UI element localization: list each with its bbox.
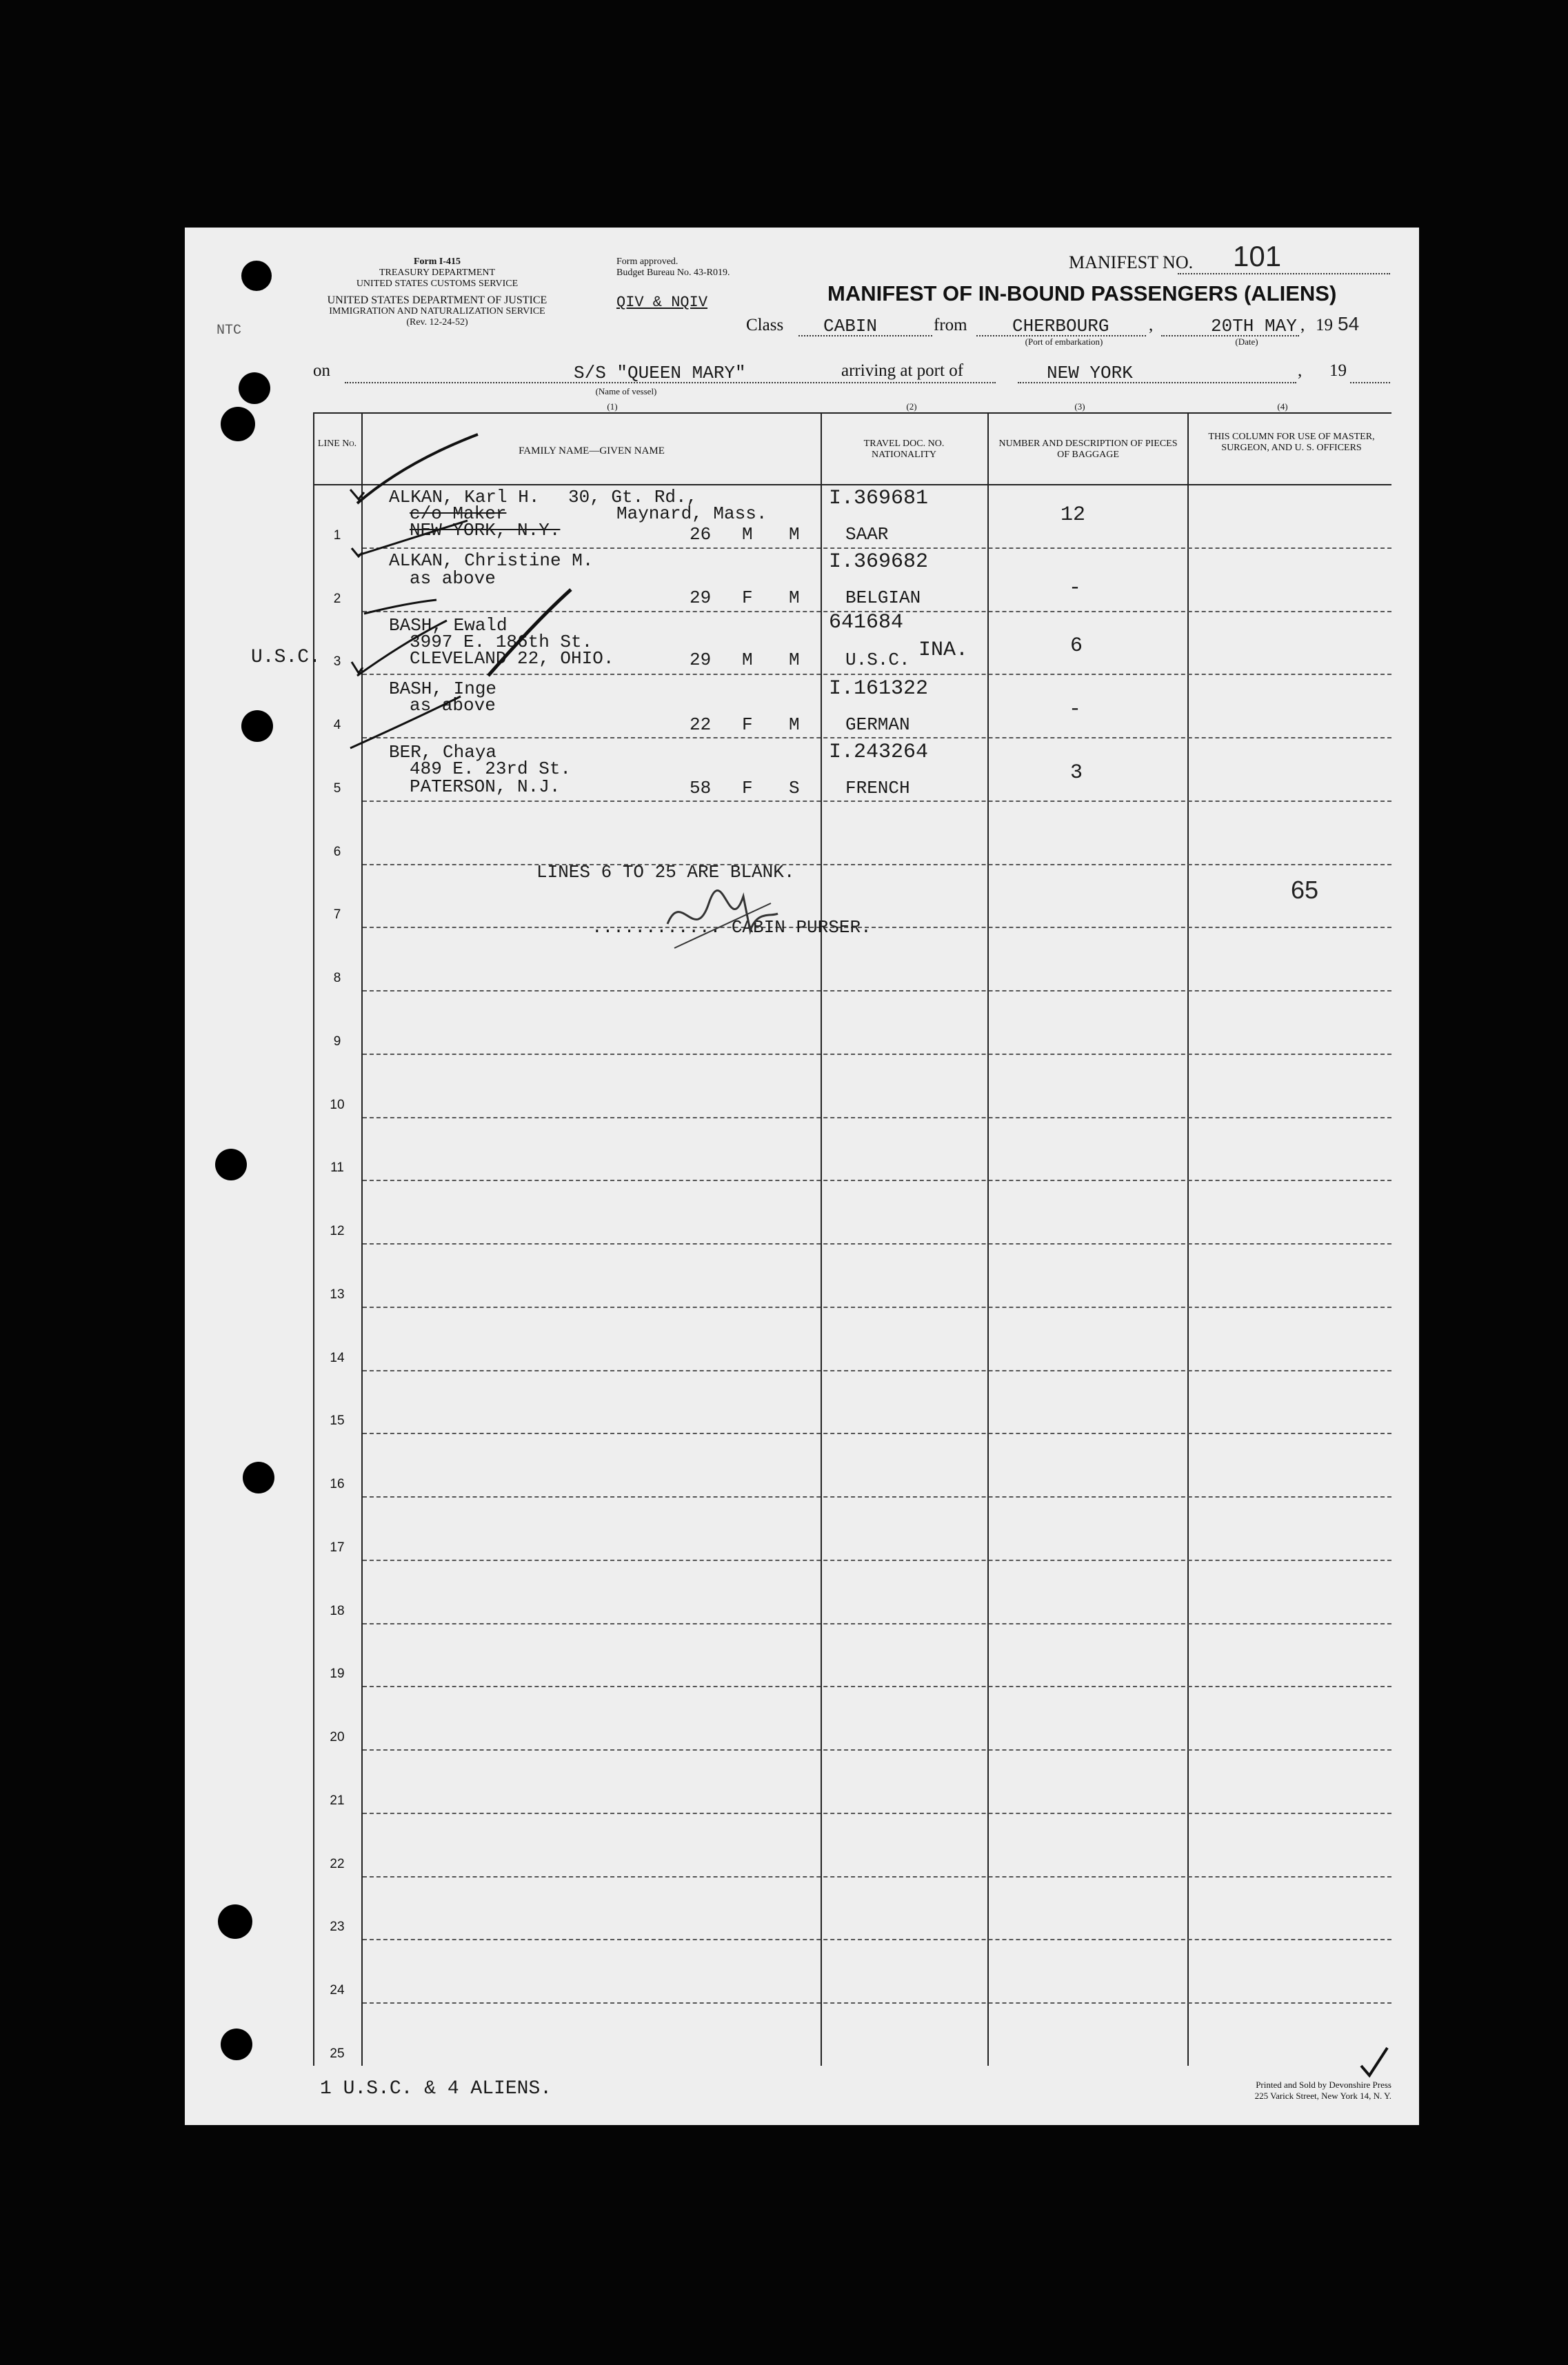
col-header-baggage: NUMBER AND DESCRIPTION OF PIECES OF BAGGAGE (998, 439, 1178, 460)
check-marks (309, 434, 654, 793)
comma-sep: , (1149, 316, 1154, 334)
date-caption: (Date) (1235, 336, 1258, 347)
row-rule (363, 2002, 1391, 2004)
entry-1-nationality: SAAR (845, 524, 889, 545)
line-number: 14 (330, 1350, 345, 1365)
entry-5-addr2: PATERSON, N.J. (410, 776, 561, 797)
entry-3-addr1: 3997 E. 186th St. (410, 632, 593, 652)
row-rule (363, 1560, 1391, 1561)
entry-3-sex: M (742, 650, 753, 670)
entry-1-doc: I.369681 (829, 487, 929, 510)
purser-signature (654, 883, 792, 958)
year-suffix: 54 (1338, 313, 1360, 334)
on-label: on (313, 361, 330, 380)
col-divider-doc (821, 412, 822, 2066)
footer-summary: 1 U.S.C. & 4 ALIENS. (320, 2078, 552, 2100)
entry-2-age: 29 (690, 587, 712, 608)
col-header-line-no: LINE No. (317, 439, 357, 449)
line-number: 23 (330, 1920, 345, 1935)
manifest-page (185, 228, 1419, 2125)
quota-stamp: QIV & NQIV (616, 294, 708, 311)
entry-1-marital: M (789, 524, 800, 545)
year2-line (1350, 382, 1390, 383)
comma-sep-2: , (1300, 316, 1305, 334)
line-number: 16 (330, 1477, 345, 1492)
manifest-no-label: MANIFEST NO. (1069, 252, 1194, 272)
entry-5-baggage: 3 (1070, 761, 1083, 785)
row-rule (363, 1813, 1391, 1814)
line-number: 5 (333, 781, 341, 796)
entry-2-addr1: as above (410, 568, 496, 589)
entry-5-marital: S (789, 778, 800, 798)
printer-line-1: Printed and Sold by Devonshire Press (1256, 2080, 1391, 2090)
line-number: 13 (330, 1287, 345, 1302)
side-mark: NTC (217, 323, 242, 339)
line-number: 24 (330, 1983, 345, 1998)
form-approved: Form approved. (616, 256, 679, 267)
punch-hole (218, 1904, 252, 1939)
entry-4-baggage: - (1069, 698, 1082, 721)
entry-3-nationality: U.S.C. (845, 650, 910, 670)
entry-3-marital: M (789, 650, 800, 670)
col-header-name: FAMILY NAME—GIVEN NAME (519, 445, 665, 456)
row-rule (363, 1876, 1391, 1878)
row-rule (363, 1623, 1391, 1624)
line-number: 3 (333, 654, 341, 670)
entry-1-sex: M (742, 524, 753, 545)
manifest-no-line (1178, 273, 1390, 274)
line-number: 22 (330, 1856, 345, 1871)
row-rule (363, 1433, 1391, 1434)
punch-hole (241, 710, 273, 742)
manifest-title: MANIFEST OF IN-BOUND PASSENGERS (ALIENS) (827, 281, 1337, 305)
entry-1-addr-alt2: Maynard, Mass. (616, 503, 767, 524)
row-rule (363, 1054, 1391, 1055)
entry-2-name: ALKAN, Christine M. (389, 550, 594, 571)
line-number: 7 (333, 907, 341, 923)
line-number: 4 (333, 718, 341, 733)
port-embark-caption: (Port of embarkation) (1025, 336, 1103, 347)
row-rule (363, 1686, 1391, 1687)
printer-line-2: 225 Varick Street, New York 14, N. Y. (1254, 2091, 1391, 2101)
entry-5-age: 58 (690, 778, 712, 798)
entry-2-sex: F (742, 587, 753, 608)
line-number: 19 (330, 1667, 345, 1682)
vessel-value: S/S "QUEEN MARY" (574, 363, 746, 383)
class-label: Class (746, 316, 784, 334)
dept-justice: UNITED STATES DEPARTMENT OF JUSTICE (327, 294, 547, 306)
entry-5-name: BER, Chaya (389, 742, 497, 763)
line-number: 18 (330, 1603, 345, 1618)
entry-5-doc: I.243264 (829, 741, 929, 764)
entry-1-addr-alt1: 30, Gt. Rd., (568, 487, 698, 507)
line-number: 20 (330, 1730, 345, 1745)
entry-4-addr1: as above (410, 695, 496, 716)
entry-4-sex: F (742, 714, 753, 735)
entry-4-doc: I.161322 (829, 677, 929, 701)
entry-1-name: ALKAN, Karl H. (389, 487, 540, 507)
punch-hole (241, 261, 272, 291)
punch-hole (215, 1149, 247, 1180)
row-rule (363, 1496, 1391, 1498)
row-rule (363, 801, 1391, 802)
punch-hole (239, 372, 270, 404)
col-num-3: (3) (1074, 401, 1085, 412)
dept-customs: UNITED STATES CUSTOMS SERVICE (356, 279, 519, 289)
dept-ins: IMMIGRATION AND NATURALIZATION SERVICE (329, 306, 545, 316)
line-number: 2 (333, 591, 341, 606)
year-prefix: 19 (1316, 316, 1333, 334)
row-rule (363, 1180, 1391, 1181)
entry-4-age: 22 (690, 714, 712, 735)
punch-hole (243, 1462, 274, 1493)
row-rule (363, 1749, 1391, 1751)
line-number: 9 (333, 1034, 341, 1049)
entry-4-nationality: GERMAN (845, 714, 910, 735)
blank-lines-note: LINES 6 TO 25 ARE BLANK. (536, 862, 795, 883)
line-number: 25 (330, 2046, 345, 2061)
dept-treasury: TREASURY DEPARTMENT (379, 268, 496, 278)
entry-5-sex: F (742, 778, 753, 798)
table-top-rule (313, 412, 1391, 414)
entry-3-extra: INA. (918, 638, 969, 662)
entry-4-name: BASH, Inge (389, 678, 497, 699)
row-rule (363, 864, 1391, 865)
arriving-label: arriving at port of (841, 361, 964, 380)
line-number: 15 (330, 1413, 345, 1429)
comma-sep-3: , (1298, 361, 1303, 380)
entry-5-nationality: FRENCH (845, 778, 910, 798)
row-rule (363, 990, 1391, 992)
entry-3-age: 29 (690, 650, 712, 670)
row-rule (363, 1117, 1391, 1118)
entry-1-addr2: NEW YORK, N.Y. (410, 520, 561, 541)
col-header-travel: TRAVEL DOC. NO. NATIONALITY (863, 439, 945, 460)
usc-side-mark: U.S.C. (251, 647, 321, 668)
entry-3-addr2: CLEVELAND 22, OHIO. (410, 648, 614, 669)
row-rule (363, 1243, 1391, 1245)
line-number: 8 (333, 971, 341, 986)
entry-2-marital: M (789, 587, 800, 608)
entry-3-name: BASH, Ewald (389, 615, 507, 636)
punch-hole (221, 407, 255, 441)
entry-1-addr1: c/o Maker (410, 503, 507, 524)
entry-2-nationality: BELGIAN (845, 587, 921, 608)
entry-2-baggage: - (1069, 576, 1082, 600)
number-65: 65 (1291, 876, 1319, 904)
col-divider-baggage (987, 412, 989, 2066)
line-number: 1 (333, 527, 341, 543)
row-rule (363, 927, 1391, 928)
manifest-no-value: 101 (1233, 240, 1282, 272)
budget-bureau: Budget Bureau No. 43-R019. (616, 268, 730, 278)
row-rule (363, 1939, 1391, 1940)
entry-2-doc: I.369682 (829, 550, 929, 574)
form-number: Form I-415 (413, 256, 461, 267)
check-mark-icon (1357, 2045, 1391, 2080)
col-num-4: (4) (1277, 401, 1288, 412)
from-label: from (934, 316, 967, 334)
port-embark-value: CHERBOURG (1012, 316, 1109, 336)
arrival-port-value: NEW YORK (1047, 363, 1133, 383)
class-value: CABIN (823, 316, 878, 336)
form-revision: (Rev. 12-24-52) (406, 317, 468, 328)
entry-3-doc: 641684 (829, 611, 904, 634)
entry-1-baggage: 12 (1061, 503, 1086, 527)
row-rule (363, 1370, 1391, 1371)
purser-line: ............ CABIN PURSER. (592, 917, 872, 938)
vessel-caption: (Name of vessel) (595, 386, 657, 396)
punch-hole (221, 2029, 252, 2060)
entry-3-baggage: 6 (1070, 634, 1083, 658)
date-value: 20TH MAY (1211, 316, 1297, 336)
line-number: 11 (330, 1160, 344, 1176)
col-header-officers: THIS COLUMN FOR USE OF MASTER, SURGEON, AND U. S. OFFICERS (1208, 432, 1375, 453)
entry-1-age: 26 (690, 524, 712, 545)
year2-label: 19 (1329, 361, 1347, 380)
line-number: 12 (330, 1224, 345, 1239)
col-num-2: (2) (906, 401, 917, 412)
entry-5-addr1: 489 E. 23rd St. (410, 758, 572, 779)
line-number: 21 (330, 1793, 345, 1808)
col-divider-officers (1187, 412, 1189, 2066)
entry-4-marital: M (789, 714, 800, 735)
line-number: 6 (333, 844, 341, 859)
line-number: 17 (330, 1540, 345, 1555)
col-num-1: (1) (607, 401, 618, 412)
row-rule (363, 1307, 1391, 1308)
line-number: 10 (330, 1097, 345, 1112)
